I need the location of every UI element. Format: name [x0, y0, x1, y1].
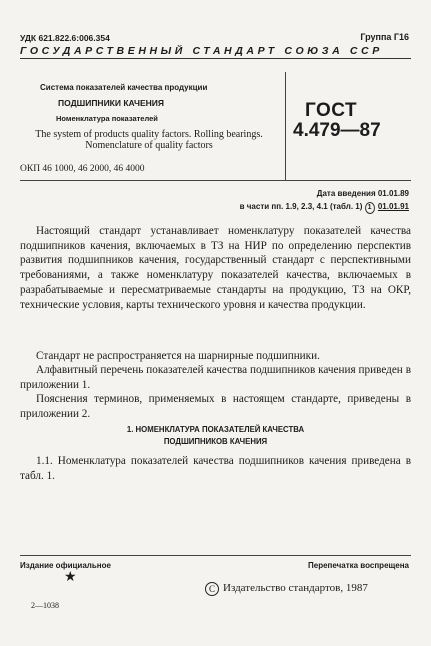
paragraph-4: Пояснения терминов, применяемых в настоящем стандарте, приведены в приложении 2. — [20, 393, 411, 420]
system-title: Система показателей качества продукции — [40, 83, 208, 92]
document-subtitle: Номенклатура показателей — [56, 114, 158, 123]
top-rule — [20, 58, 411, 59]
copyright-icon: C — [205, 582, 219, 596]
gost-number: 4.479—87 — [293, 120, 381, 141]
okp-codes: ОКП 46 1000, 46 2000, 46 4000 — [20, 164, 145, 174]
paragraph-3: Алфавитный перечень показателей качества подшипников качения приведен в приложении 1. — [20, 364, 411, 391]
bottom-rule — [20, 555, 411, 556]
copyright-text: Издательство стандартов, 1987 — [223, 582, 368, 594]
standard-line: ГОСУДАРСТВЕННЫЙ СТАНДАРТ СОЮЗА ССР — [20, 45, 383, 57]
english-title: The system of products quality factors. Rolling bearings. Nomenclature of quality factors — [35, 129, 263, 151]
group-code: Группа Г16 — [360, 32, 409, 42]
vertical-divider — [285, 72, 286, 180]
part-date-line — [240, 202, 409, 214]
section-1-heading-line-1: 1. НОМЕНКЛАТУРА ПОКАЗАТЕЛЕЙ КАЧЕСТВА — [126, 425, 305, 434]
print-number: 2—1038 — [31, 601, 59, 610]
paragraph-1 — [20, 224, 411, 312]
edition-label: Издание официальное — [20, 561, 111, 570]
paragraph-1-text: Настоящий стандарт устанавливает номенклатуру показателей качества подшипников качения, включаемых в ТЗ на НИР по определению перспектив развития подшипников качения, государственный стандарт с перспективными требованиями, а также номенклатуру показателей качества, включаемых в разрабатываемые и пересматриваемые стандарты на продукцию, ТЗ на ОКР, технические условия, карты технического уровня и качества продукции. — [20, 225, 411, 311]
intro-date-line — [317, 189, 409, 198]
part-date-label: в части пп. 1.9, 2.3, 4.1 (табл. 1) — [239, 202, 363, 211]
paragraph-1-1: 1.1. Номенклатура показателей качества подшипников качения приведена в табл. 1. — [20, 455, 411, 482]
star-icon: ★ — [64, 570, 77, 585]
part-date-value: 01.01.91 — [377, 202, 409, 211]
gost-label: ГОСТ — [305, 100, 358, 121]
intro-date-label: Дата введения — [316, 189, 376, 198]
change-mark: 1 — [365, 202, 375, 214]
section-1-heading-line-2: ПОДШИПНИКОВ КАЧЕНИЯ — [163, 437, 268, 446]
copyright — [205, 582, 368, 596]
intro-date-value: 01.01.89 — [377, 189, 409, 198]
mid-rule — [20, 180, 411, 181]
paragraph-2: Стандарт не распространяется на шарнирные подшипники. — [36, 350, 320, 362]
section-1-heading — [20, 424, 411, 448]
document-title: ПОДШИПНИКИ КАЧЕНИЯ — [58, 98, 165, 108]
udk-code: УДК 621.822.6:006.354 — [20, 33, 110, 43]
reprint-notice: Перепечатка воспрещена — [308, 561, 409, 570]
